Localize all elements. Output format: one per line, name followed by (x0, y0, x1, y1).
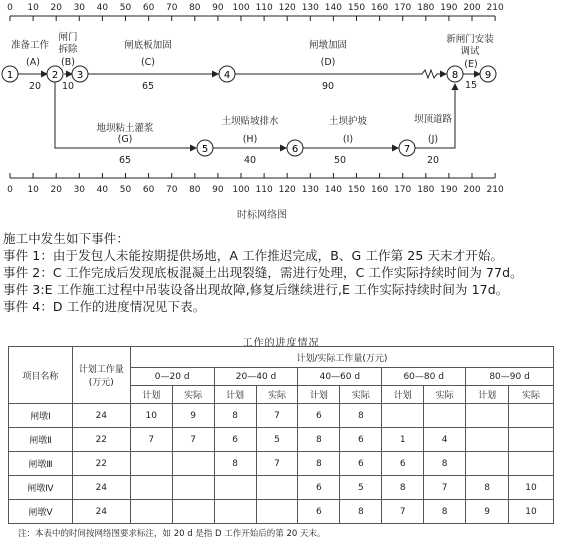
activity-b-duration: 10 (61, 81, 75, 92)
bottom-time-axis (7, 173, 504, 195)
node-9-label: 9 (484, 70, 492, 81)
cell-actual (172, 476, 214, 500)
cell-actual: 7 (256, 452, 298, 476)
cell-plan: 8 (466, 476, 509, 500)
cell-plan (214, 476, 256, 500)
top-axis-tick-label: 70 (165, 3, 178, 13)
bottom-axis-tick-label: 190 (440, 185, 458, 195)
bottom-axis-tick-label: 110 (255, 185, 273, 195)
activity-i-name: 土坝护坡 (328, 116, 368, 127)
diagram-caption: 时标网络图 (237, 210, 287, 221)
activity-h-code: (H) (242, 134, 258, 145)
activity-c-code: (C) (140, 57, 156, 68)
bottom-axis-tick-label: 100 (232, 185, 250, 195)
cell-actual: 7 (172, 428, 214, 452)
subheader-plan: 计划 (130, 386, 172, 404)
cell-plan: 6 (298, 500, 340, 524)
bottom-axis-tick-label: 160 (371, 185, 389, 195)
node-8-label: 8 (451, 70, 459, 81)
node-6-label: 6 (291, 144, 299, 155)
cell-plan: 6 (214, 428, 256, 452)
header-item-name: 项目名称 (9, 347, 73, 404)
cell-actual: 8 (424, 500, 466, 524)
table-row (9, 428, 554, 452)
activity-j-code: (J) (427, 134, 439, 145)
bottom-axis-tick-label: 180 (417, 185, 435, 195)
top-axis-tick-label: 150 (347, 3, 366, 13)
cell-actual: 6 (340, 428, 382, 452)
activity-h-name: 土坝贴坡排水 (221, 116, 279, 127)
cell-actual: 10 (509, 500, 554, 524)
cell-plan: 8 (214, 404, 256, 428)
top-axis-tick-label: 80 (189, 3, 201, 13)
cell-plan: 1 (382, 428, 424, 452)
subheader-plan: 计划 (382, 386, 424, 404)
top-axis-tick-label: 10 (27, 3, 39, 13)
cell-plan: 7 (382, 500, 424, 524)
cell-plan (214, 500, 256, 524)
subheader-actual: 实际 (256, 386, 298, 404)
subheader-plan: 计划 (298, 386, 340, 404)
events-intro: 施工中发生如下事件： (3, 231, 130, 246)
bottom-axis-tick-label: 120 (278, 185, 296, 195)
cell-plan: 10 (130, 404, 172, 428)
cell-actual: 4 (424, 428, 466, 452)
activity-g-duration: 65 (118, 155, 132, 166)
top-axis-tick-label: 40 (96, 3, 109, 13)
cell-actual (509, 404, 554, 428)
cell-plan (466, 404, 509, 428)
activity-c-name: 闸底板加固 (124, 40, 172, 51)
top-axis-tick-label: 130 (301, 3, 319, 13)
header-period-3: 40—60 d (298, 368, 382, 386)
header-plan-actual-group: 计划/实际工作量(万元) (130, 347, 553, 368)
activity-a-name: 准备工作 (10, 40, 50, 51)
node-3-label: 3 (76, 70, 84, 81)
row-planned-total: 24 (72, 500, 130, 524)
top-axis-tick-label: 170 (394, 3, 412, 13)
subheader-plan: 计划 (214, 386, 256, 404)
activity-e-duration: 15 (464, 80, 478, 91)
cell-plan: 8 (298, 428, 340, 452)
activity-b-name-2: 拆除 (58, 44, 78, 55)
cell-actual (256, 500, 298, 524)
row-planned-total: 24 (72, 404, 130, 428)
cell-actual: 7 (256, 404, 298, 428)
cell-plan: 6 (298, 404, 340, 428)
subheader-actual: 实际 (424, 386, 466, 404)
cell-actual (424, 404, 466, 428)
activity-h-duration: 40 (243, 155, 257, 166)
event-3: 事件 3:E 工作施工过程中吊装设备出现故障,修复后继续进行,E 工作实际持续时间为 17d。 (3, 282, 509, 297)
header-period-5: 80—90 d (466, 368, 554, 386)
table-note: 注：本表中的时间按网络图要求标注，如 20 d 是指 D 工作开始后的第 20 天末。 (18, 529, 326, 539)
activity-g-name: 地坝粘土灌浆 (96, 123, 154, 134)
bottom-axis-tick-label: 140 (324, 185, 342, 195)
cell-actual (172, 452, 214, 476)
cell-plan: 8 (214, 452, 256, 476)
top-axis-tick-label: 20 (50, 3, 62, 13)
cell-actual (172, 500, 214, 524)
cell-actual: 8 (340, 500, 382, 524)
table-title: 工作的进度情况 (242, 338, 320, 349)
activity-e-code: (E) (464, 59, 478, 70)
node-4-label: 4 (223, 70, 231, 81)
cell-plan: 8 (298, 452, 340, 476)
progress-table (8, 346, 554, 524)
table-row (9, 500, 554, 524)
subheader-plan: 计划 (466, 386, 509, 404)
event-2: 事件 2：C 工作完成后发现底板混凝土出现裂缝，需进行处理，C 工作实际持续时间为 77d。 (3, 265, 523, 280)
cell-actual: 7 (424, 476, 466, 500)
cell-actual (509, 428, 554, 452)
cell-plan: 8 (382, 476, 424, 500)
top-axis-tick-label: 60 (142, 3, 155, 13)
bottom-axis-tick-label: 170 (394, 185, 412, 195)
time-scaled-network-diagram (0, 0, 562, 230)
cell-plan (466, 452, 509, 476)
subheader-actual: 实际 (172, 386, 214, 404)
row-item-name: 闸墩Ⅲ (9, 452, 73, 476)
activity-g-code: (G) (117, 134, 133, 145)
row-item-name: 闸墩Ⅱ (9, 428, 73, 452)
top-axis-tick-label: 0 (7, 3, 13, 13)
activity-d-duration: 90 (321, 81, 335, 92)
cell-actual: 10 (509, 476, 554, 500)
cell-plan: 7 (130, 428, 172, 452)
bottom-axis-tick-label: 40 (96, 185, 109, 195)
top-axis-tick-label: 100 (232, 3, 250, 13)
row-planned-total: 22 (72, 428, 130, 452)
activity-a-code: (A) (26, 57, 40, 68)
cell-plan: 9 (466, 500, 509, 524)
top-axis-tick-label: 110 (255, 3, 273, 13)
activity-e-name-2: 调试 (460, 46, 480, 57)
top-axis-tick-label: 120 (278, 3, 296, 13)
row-planned-total: 22 (72, 452, 130, 476)
top-time-axis (7, 3, 504, 21)
activity-e-name-1: 新闸门安装 (446, 34, 494, 45)
cell-actual: 5 (340, 476, 382, 500)
cell-actual (256, 476, 298, 500)
activity-b-code: (B) (61, 57, 75, 68)
table-row (9, 476, 554, 500)
top-axis-tick-label: 200 (463, 3, 481, 13)
bottom-axis-tick-label: 30 (73, 185, 86, 195)
table-row (9, 452, 554, 476)
top-axis-tick-label: 190 (440, 3, 458, 13)
activity-i-duration: 50 (333, 155, 347, 166)
top-axis-tick-label: 90 (212, 3, 224, 13)
events-text (3, 230, 561, 315)
top-axis-tick-label: 30 (73, 3, 86, 13)
node-1-label: 1 (6, 70, 14, 81)
activity-d-name: 闸墩加固 (308, 40, 348, 51)
top-axis-tick-label: 50 (119, 3, 132, 13)
activity-labels (11, 31, 494, 166)
activity-i-code: (I) (342, 134, 354, 145)
bottom-axis-tick-label: 150 (347, 185, 366, 195)
top-axis-tick-label: 210 (486, 3, 504, 13)
activity-c-duration: 65 (141, 81, 155, 92)
bottom-axis-tick-label: 130 (301, 185, 319, 195)
cell-actual: 9 (172, 404, 214, 428)
arrow-d (235, 70, 446, 78)
bottom-axis-tick-label: 10 (27, 185, 39, 195)
cell-plan: 6 (382, 452, 424, 476)
cell-actual: 8 (340, 404, 382, 428)
top-axis-tick-label: 160 (371, 3, 389, 13)
event-1: 事件 1：由于发包人未能按期提供场地，A 工作推迟完成，B、G 工作第 25 天末才开始。 (3, 248, 504, 263)
row-planned-total: 24 (72, 476, 130, 500)
cell-plan (130, 476, 172, 500)
row-item-name: 闸墩Ⅴ (9, 500, 73, 524)
node-2-label: 2 (51, 70, 59, 81)
bottom-axis-tick-label: 20 (50, 185, 62, 195)
cell-plan (382, 404, 424, 428)
top-axis-tick-label: 180 (417, 3, 435, 13)
bottom-axis-tick-label: 60 (142, 185, 155, 195)
bottom-axis-tick-label: 210 (486, 185, 504, 195)
header-planned-total-line2: (万元) (88, 378, 114, 388)
node-5-label: 5 (201, 144, 209, 155)
cell-plan (130, 500, 172, 524)
header-period-4: 60—80 d (382, 368, 466, 386)
cell-plan (130, 452, 172, 476)
activity-d-code: (D) (320, 57, 336, 68)
table-row (9, 404, 554, 428)
activity-b-name-1: 闸门 (58, 32, 78, 43)
activity-j-name: 坝顶道路 (413, 114, 453, 125)
bottom-axis-tick-label: 200 (463, 185, 481, 195)
node-7-label: 7 (403, 144, 411, 155)
header-planned-total (72, 347, 130, 404)
bottom-axis-tick-label: 0 (7, 185, 13, 195)
cell-actual: 5 (256, 428, 298, 452)
bottom-axis-tick-label: 50 (119, 185, 132, 195)
subheader-actual: 实际 (340, 386, 382, 404)
header-period-2: 20—40 d (214, 368, 298, 386)
bottom-axis-tick-label: 70 (165, 185, 178, 195)
row-item-name: 闸墩Ⅰ (9, 404, 73, 428)
event-4: 事件 4：D 工作的进度情况见下表。 (3, 299, 206, 314)
top-axis-tick-label: 140 (324, 3, 342, 13)
activity-a-duration: 20 (28, 81, 42, 92)
cell-plan (466, 428, 509, 452)
cell-actual: 8 (424, 452, 466, 476)
activity-j-duration: 20 (426, 155, 440, 166)
bottom-axis-tick-label: 90 (212, 185, 224, 195)
cell-actual (509, 452, 554, 476)
subheader-actual: 实际 (509, 386, 554, 404)
header-period-1: 0—20 d (130, 368, 214, 386)
cell-actual: 6 (340, 452, 382, 476)
cell-plan: 6 (298, 476, 340, 500)
header-planned-total-line1: 计划工作量 (78, 365, 124, 375)
row-item-name: 闸墩Ⅳ (9, 476, 73, 500)
bottom-axis-tick-label: 80 (189, 185, 201, 195)
